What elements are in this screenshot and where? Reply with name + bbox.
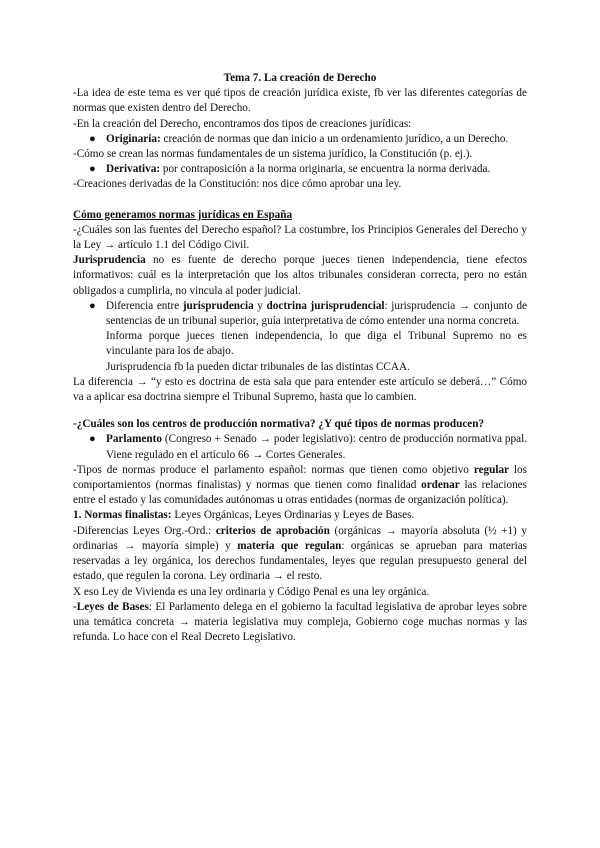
- term-normas-finalistas: 1. Normas finalistas:: [73, 509, 172, 522]
- term-parlamento: Parlamento: [106, 433, 162, 446]
- paragraph-text: : orgánicas se aprueban para materias reservadas a ley orgánica, los derechos fundamentales, leyes que regulan presupuesto general del estado, que regulen la corona. Ley ordinaria → el resto.: [73, 539, 528, 583]
- bullet-icon: ●: [89, 433, 96, 446]
- intro-paragraph-4: -Creaciones derivadas de la Constitución: nos dice cómo aprobar una ley.: [73, 178, 402, 191]
- paragraph-text: los comportamientos (normas finalistas) y normas que tienen como finalidad: [73, 463, 527, 492]
- term-originaria: Originaria:: [106, 132, 161, 145]
- paragraph-text: (orgánicas → mayoría absoluta (½ +1) y ordinarias → mayoría simple) y: [73, 524, 527, 552]
- term-leyes-de-bases: -Leyes de Bases: [73, 600, 149, 613]
- term-derivativa: Derivativa:: [106, 163, 161, 176]
- term-regular: regular: [473, 463, 510, 476]
- section-heading-normas: Cómo generamos normas jurídicas en España: [73, 208, 293, 221]
- section2-paragraph-2: [73, 508, 527, 523]
- bullet-icon: ●: [89, 163, 96, 176]
- bullet-originaria: [73, 132, 527, 147]
- paragraph-text: -Tipos de normas produce el parlamento español: normas que tienen como objetivo: [73, 463, 474, 476]
- section2-paragraph-1: [73, 463, 527, 509]
- section2-paragraph-3: [73, 524, 527, 585]
- paragraph-text: las relaciones entre el estado y las comunidades autónomas u otras entidades (normas de organización política).: [73, 479, 527, 507]
- bullet-icon: ●: [89, 132, 96, 145]
- paragraph-text: Leyes Orgánicas, Leyes Ordinarias y Leyes de Bases.: [171, 509, 415, 522]
- bullet-text: y: [253, 299, 267, 312]
- section1-paragraph-1: -¿Cuáles son las fuentes del Derecho español? La costumbre, los Principios Generales del Derecho y la Ley → artículo 1.1 del Código Civil.: [73, 223, 527, 252]
- paragraph-text: no es fuente de derecho porque jueces tienen independencia, tiene efectos informativos: cuál es la interpretación que los altos tribunales consideran correcta, pero no están obligados a cumplirla, no vincula al poder judicial.: [73, 254, 527, 297]
- document-page: [73, 71, 527, 645]
- section2-paragraph-5: [73, 600, 527, 646]
- term-ordenar: ordenar: [421, 479, 460, 492]
- bullet-text: : jurisprudencia → conjunto de sentencias de un tribunal superior, guía interpretativa de cómo entender una norma concreta.: [106, 299, 528, 328]
- section1-paragraph-2: [73, 253, 527, 299]
- bullet-text: creación de normas que dan inicio a un ordenamiento jurídico, a un Derecho.: [160, 132, 509, 145]
- term-materia: materia que regulan: [237, 539, 342, 552]
- term-doctrina: doctrina jurisprudencial: [266, 299, 385, 312]
- paragraph-text: -Diferencias Leyes Org.-Ord.:: [73, 524, 216, 537]
- bullet-text: por contraposición a la norma originaria, se encuentra la norma derivada.: [160, 163, 491, 176]
- indented-note-2: Jurisprudencia fb la pueden dictar tribunales de las distintas CCAA.: [106, 360, 410, 373]
- intro-paragraph-3: -Cómo se crean las normas fundamentales de un sistema jurídico, la Constitución (p. ej.).: [73, 148, 473, 161]
- term-jurisprudencia: Jurisprudencia: [73, 254, 146, 267]
- term-jurisprudencia-bold: jurisprudencia: [182, 299, 254, 312]
- bullet-text: Diferencia entre: [106, 299, 183, 312]
- section-heading-centros: -¿Cuáles son los centros de producción normativa? ¿Y qué tipos de normas producen?: [73, 418, 485, 431]
- term-criterios: criterios de aprobación: [215, 524, 330, 537]
- paragraph-text: : El Parlamento delega en el gobierno la facultad legislativa de aprobar leyes sobre una temática concreta → materia legislativa muy compleja, Gobierno coge muchas normas y las refunda. Lo hace con el Real Decreto Legislativo.: [73, 600, 527, 644]
- bullet-icon: ●: [89, 299, 96, 312]
- bullet-parlamento: [73, 432, 527, 462]
- section1-paragraph-3: La diferencia → “y esto es doctrina de esta sala que para entender este artículo se deberá…” Cómo va a aplicar esa doctrina siempre el Tribunal Supremo, hasta que lo cambien.: [73, 375, 527, 404]
- section2-paragraph-4: X eso Ley de Vivienda es una ley ordinaria y Código Penal es una ley orgánica.: [73, 585, 430, 598]
- intro-paragraph-2: -En la creación del Derecho, encontramos dos tipos de creaciones jurídicas:: [73, 117, 412, 130]
- bullet-diferencia: [73, 299, 527, 329]
- indented-note-1: Informa porque jueces tienen independencia, lo que diga el Tribunal Supremo no es vinculante para los de abajo.: [106, 330, 527, 358]
- intro-paragraph-1: -La idea de este tema es ver qué tipos de creación jurídica existe, fb ver las diferentes categorías de normas que existen dentro del Derecho.: [73, 87, 527, 115]
- page-title: Tema 7. La creación de Derecho: [223, 72, 377, 84]
- bullet-derivativa: [73, 162, 527, 177]
- bullet-text: (Congreso + Senado → poder legislativo): centro de producción normativa ppal. Viene regulado en el artículo 66 → Cortes Generales.: [106, 433, 527, 461]
